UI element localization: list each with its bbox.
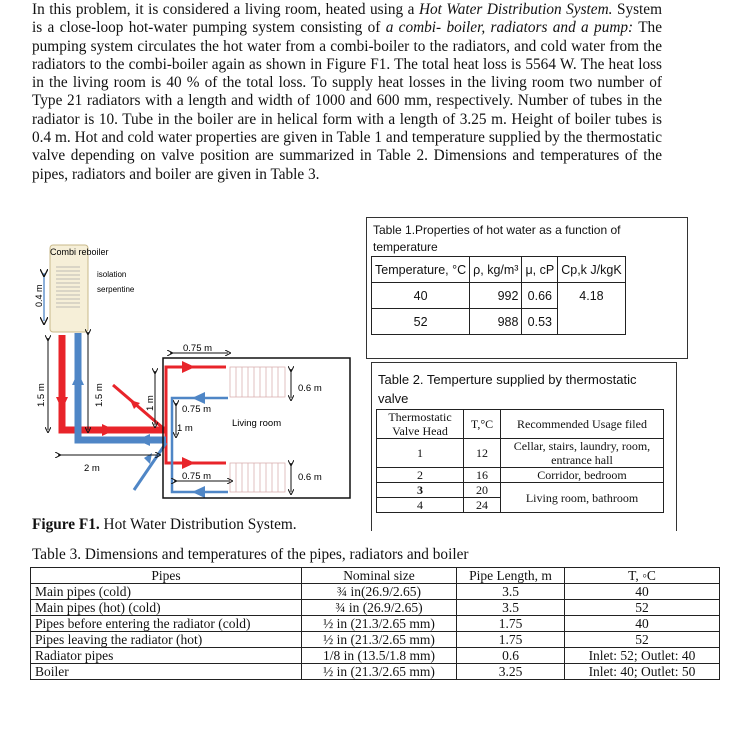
cell: 40 xyxy=(372,283,470,309)
hot-water-distribution-figure xyxy=(0,235,365,515)
radiator-height-label: 0.6 m xyxy=(298,472,322,483)
text: System is a close-loop hot-water pumping system consisting of xyxy=(32,1,662,37)
table2 xyxy=(376,409,664,513)
header-cell: Pipe Length, m xyxy=(457,568,565,584)
problem-statement xyxy=(32,1,662,184)
figure-caption-text: Hot Water Distribution System. xyxy=(99,516,297,533)
text-italic: a combi- boiler, radiators and a pump: xyxy=(385,19,634,37)
cell: 1.75 xyxy=(457,632,565,648)
header-cell: Nominal size xyxy=(302,568,457,584)
table1 xyxy=(371,256,626,335)
combi-boiler xyxy=(34,245,135,332)
cell: 1 xyxy=(377,439,464,468)
width-label: 0.75 m xyxy=(183,343,213,354)
text: The pumping system circulates the hot water from a combi-boiler to the radiators, and cold water from the radiators to the combi-boiler again as shown in Figure F1. The total heat loss is 5564 W. The heat loss in the living room is 40 % of the total loss. To supply heat losses in the living room two number of Type 21 radiators with a length and width of 1000 and 600 mm, respectively. Number of tubes in the radiator is 10. Tube in the boiler are in helical form with a length of 3.25 m. Height of boiler tubes is 0.4 m. Hot and cold water properties are given in Table 1 and temperature supplied by the thermostatic valve depending on valve position are summarized in Table 2. Dimensions and temperatures of the pipes, radiators and boiler are given in Table 3. xyxy=(32,19,662,183)
table1-box xyxy=(366,217,688,359)
cell: 12 xyxy=(464,439,501,468)
header-cell: T,°C xyxy=(464,410,501,439)
serpentine-label: serpentine xyxy=(97,285,135,294)
cell: 2 xyxy=(377,468,464,483)
header-cell: Temperature, °C xyxy=(372,257,470,283)
table-row xyxy=(377,439,664,468)
cell: 0.66 xyxy=(522,283,558,309)
radiator-height-label: 0.6 m xyxy=(298,383,322,394)
cell: Corridor, bedroom xyxy=(501,468,664,483)
table3 xyxy=(30,567,720,680)
cell: 0.53 xyxy=(522,309,558,335)
table-row xyxy=(372,283,626,309)
width-label: 0.75 m xyxy=(182,404,212,415)
cell: Inlet: 52; Outlet: 40 xyxy=(565,648,720,664)
cell: Living room, bathroom xyxy=(501,483,664,513)
cell: ¾ in (26.9/2.65) xyxy=(302,600,457,616)
text: In this problem, it is considered a living room, heated using a xyxy=(32,1,419,18)
cell: Pipes before entering the radiator (cold) xyxy=(31,616,302,632)
cell: ¾ in(26.9/2.65) xyxy=(302,584,457,600)
table-row xyxy=(31,648,720,664)
cell: 3.5 xyxy=(457,584,565,600)
table3-title: Table 3. Dimensions and temperatures of the pipes, radiators and boiler xyxy=(32,546,469,563)
radiator xyxy=(230,367,285,397)
radiator xyxy=(230,463,285,492)
table-row xyxy=(31,584,720,600)
table2-box xyxy=(371,362,677,531)
cell: ½ in (21.3/2.65 mm) xyxy=(302,664,457,680)
cell: 3 xyxy=(377,483,464,498)
cell: 1/8 in (13.5/1.8 mm) xyxy=(302,648,457,664)
cell: Inlet: 40; Outlet: 50 xyxy=(565,664,720,680)
table-row xyxy=(377,468,664,483)
header-cell: Cp,k J/kgK xyxy=(558,257,625,283)
width-label: 0.75 m xyxy=(182,471,212,482)
height-label: 1 m xyxy=(177,423,193,434)
table1-caption: Table 1.Properties of hot water as a function of temperature xyxy=(373,223,621,254)
isolation-label: isolation xyxy=(97,270,127,279)
header-cell: ρ, kg/m³ xyxy=(470,257,522,283)
header-cell: μ, cP xyxy=(522,257,558,283)
cell: 16 xyxy=(464,468,501,483)
living-room-label: Living room xyxy=(232,418,282,429)
cell: 20 xyxy=(464,483,501,498)
cell: 40 xyxy=(565,616,720,632)
header-cell: Recommended Usage filed xyxy=(501,410,664,439)
figure-number: Figure F1. xyxy=(32,516,100,533)
cell: 0.6 xyxy=(457,648,565,664)
cell: 992 xyxy=(470,283,522,309)
header-cell: Thermostatic Valve Head xyxy=(377,410,464,439)
table2-caption: Table 2. Temperture supplied by thermostatic valve xyxy=(378,372,637,406)
table-row xyxy=(31,664,720,680)
table-row xyxy=(31,616,720,632)
figure-caption xyxy=(32,516,297,534)
cell: 3.5 xyxy=(457,600,565,616)
table-row xyxy=(31,632,720,648)
width-label: 2 m xyxy=(84,463,100,474)
boiler-label: Combi reboiler xyxy=(50,247,109,257)
table-row xyxy=(377,483,664,498)
cell: 52 xyxy=(565,600,720,616)
cell: 988 xyxy=(470,309,522,335)
cell: Pipes leaving the radiator (hot) xyxy=(31,632,302,648)
cell: 40 xyxy=(565,584,720,600)
cell: Main pipes (hot) (cold) xyxy=(31,600,302,616)
boiler-height-label: 0.4 m xyxy=(34,284,44,307)
cell: 4 xyxy=(377,498,464,513)
header-cell: T, ◦C xyxy=(565,568,720,584)
cell: 3.25 xyxy=(457,664,565,680)
cell: 1.75 xyxy=(457,616,565,632)
cell: 52 xyxy=(372,309,470,335)
height-label: 1 m xyxy=(145,395,156,411)
table-row xyxy=(31,600,720,616)
cell: ½ in (21.3/2.65 mm) xyxy=(302,632,457,648)
cell: 52 xyxy=(565,632,720,648)
cell: Radiator pipes xyxy=(31,648,302,664)
height-label: 1.5 m xyxy=(36,383,47,407)
cell: 4.18 xyxy=(558,283,625,335)
header-cell: Pipes xyxy=(31,568,302,584)
cell: Boiler xyxy=(31,664,302,680)
cell: 24 xyxy=(464,498,501,513)
text-italic: Hot Water Distribution System. xyxy=(418,1,613,18)
cell: Main pipes (cold) xyxy=(31,584,302,600)
cell: Cellar, stairs, laundry, room, entrance hall xyxy=(501,439,664,468)
height-label: 1.5 m xyxy=(94,383,105,407)
cell: ½ in (21.3/2.65 mm) xyxy=(302,616,457,632)
